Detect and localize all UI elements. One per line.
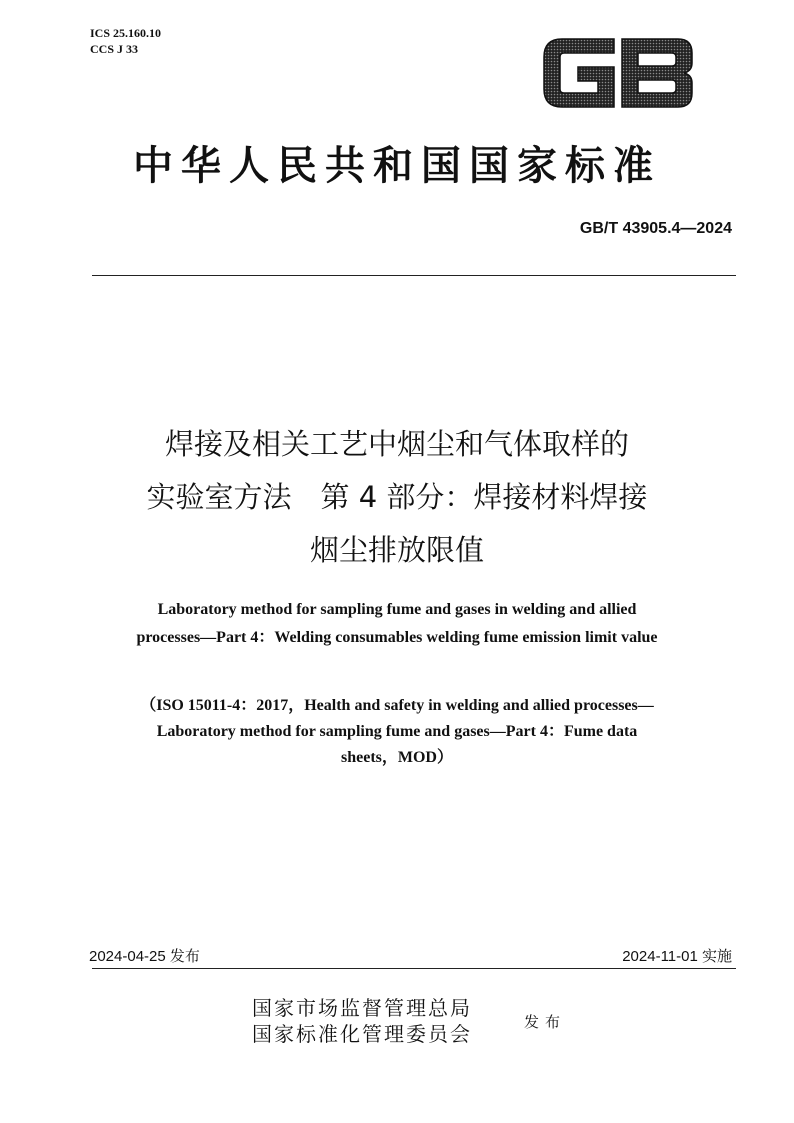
english-title-line: processes—Part 4：Welding consumables welding fume emission limit value [136,629,658,646]
header-divider [92,275,736,276]
ics-code: ICS 25.160.10 [90,26,162,40]
standard-category: 中华人民共和国国家标准 [133,142,661,189]
chinese-title-line: 焊接及相关工艺中烟尘和气体取样的 [164,427,629,461]
iso-reference-line: （ISO 15011-4：2017，Health and safety in welding and allied processes— [140,697,654,714]
iso-reference-line: sheets，MOD） [341,749,453,766]
english-title-line: Laboratory method for sampling fume and gases in welding and allied [157,601,637,618]
footer-divider [92,968,736,969]
iso-reference-line: Laboratory method for sampling fume and gases—Part 4：Fume data [156,723,638,740]
issue-label: 发布 [524,1013,567,1031]
classification-codes [90,25,161,57]
ccs-code: CCS J 33 [90,42,139,56]
english-title [80,596,714,652]
publication-date: 2024-04-25 发布 [89,948,200,965]
chinese-title-line: 烟尘排放限值 [309,533,484,567]
issuer-name: 国家标准化管理委员会 [252,1022,472,1046]
iso-reference [80,693,714,771]
implementation-date: 2024-11-01 实施 [622,948,732,965]
issuing-authorities [252,995,472,1047]
chinese-title-line: 实验室方法 第 4 部分：焊接材料焊接 [146,480,648,514]
issuer-name: 国家市场监督管理总局 [252,996,472,1020]
chinese-title [80,418,714,577]
gb-logo [538,33,698,113]
standard-number: GB/T 43905.4—2024 [579,220,732,237]
